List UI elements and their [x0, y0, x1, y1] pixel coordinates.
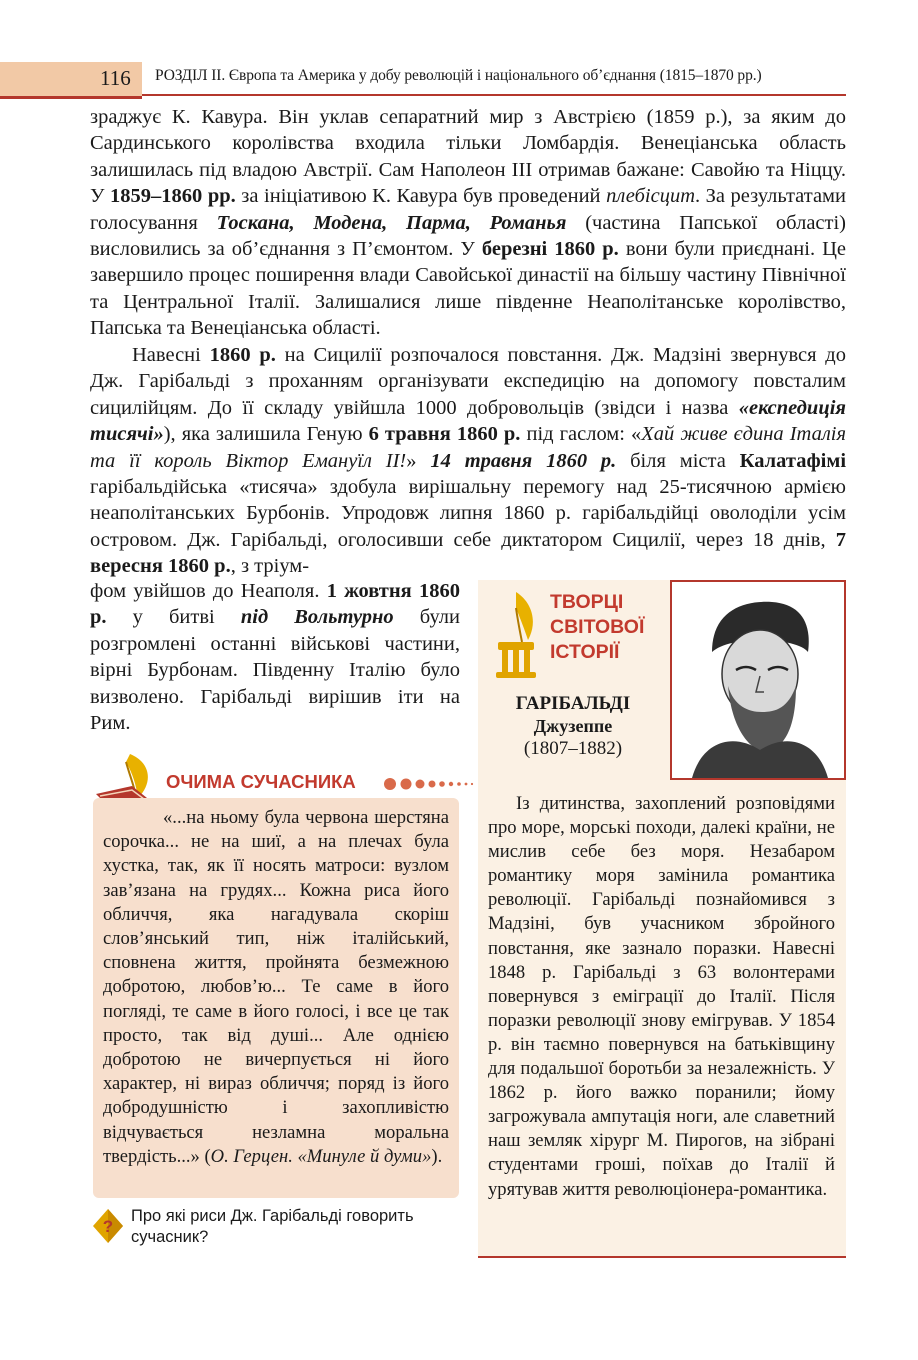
text-run: ). [431, 1145, 443, 1167]
text-run: 1859–1860 рр. [110, 185, 236, 208]
creators-sidebar [478, 580, 846, 1257]
text-run: «експедиція тисячі» [90, 396, 846, 446]
ornament-icon [382, 776, 474, 792]
text-run: під Вольтурно [240, 606, 394, 629]
text-run: Калатафімі [739, 449, 847, 472]
question-text: Про які риси Дж. Гарібальді говорить сучасник? [131, 1207, 414, 1246]
biography-text: Із дитинства, захоплений розповідями про море, морські походи, далекі країни, не мислив себе без моря. Незабаром романтику моря замінила романтика революції. Гарібальді познайомився з Мадзіні, був учасником збройного повстання, яке зазнало поразки. Навесні 1848 р. Гарібальді з 63 волонтерами повернувся з еміграції до Італії. Після поразки революції знову емігрував. У 1854 р. він таємно повернувся на батьківщину для подальшої боротьби за незалежність. У 1862 р. його важко поранили; йому загрожувала ампутація ноги, але славетний наш земляк хірург М. Пирогов, на зібрані студентами гроші, поїхав до Італії й урятував життя революціонера-романтика. [488, 793, 835, 1200]
page-number: 116 [100, 66, 131, 90]
sidebar-bottom-rule [478, 1256, 846, 1258]
contemporary-quote [103, 806, 449, 1169]
quill-icon [488, 588, 544, 680]
text-run: 14 травня 1860 р. [430, 449, 617, 472]
text-run: зраджує К. Кавура. Він уклав сепаратний мир з Австрією (1859 р.), за яким до Сардинського королівства входила тільки Ломбардія. Венеціанська область залишилась під владою Австрії. Сам Наполеон ІІІ отримав бажане: Савойю та Ніццу. У [90, 106, 846, 208]
heading-line: СВІТОВОЇ [550, 616, 645, 638]
question-icon [92, 1208, 124, 1244]
paragraph-3 [90, 578, 460, 736]
person-surname: ГАРІБАЛЬДІ [515, 693, 631, 714]
text-run: під гаслом: « [520, 423, 642, 446]
running-title: РОЗДІЛ ІІ. Європа та Америка у добу революцій і національного об’єднання (1815–1870 рр.) [155, 67, 762, 84]
portrait-image [670, 580, 846, 780]
text-run: на Сицилії розпочалося повстання. Дж. Мадзіні звернувся до Дж. Гарібальді з проханням організувати експедицію на допомогу повсталим сицилійцям. До її складу увійшла 1000 добровольців (звідси і назва [90, 344, 846, 419]
text-run: Навесні [132, 344, 210, 366]
text-run: О. Герцен. «Минуле й думи» [210, 1145, 432, 1167]
contemporary-title: ОЧИМА СУЧАСНИКА [166, 771, 356, 792]
text-run: «...на ньому була червона шерстяна сорочка... не на шиї, а на плечах була хустка, так, як її носять матроси: вузлом зав’язана на грудях... Кожна риса його обличчя, яка нагадувала скоріш слов’янський тип, ніж італійський, сповнена життя, пройнята безмежною добротою, любов’ю... Те саме в його погляді, те саме в його голосі, і все це так просто, так від душі... Але однією добротою не вичерпується ні його характер, ні вираз обличчя; поряд із його добродушністю і захопливістю відчувається незламна моральна твердість...» ( [103, 807, 449, 1167]
text-run: 6 травня 1860 р. [368, 423, 521, 446]
text-run: (частина Папської області) висловились за об’єднання з П’ємонтом. У [90, 211, 846, 261]
text-run: 1 жовтня 1860 р. [90, 580, 460, 629]
text-run: фом увійшов до Неаполя. [90, 580, 327, 602]
text-run: , з тріум- [230, 555, 310, 578]
heading-line: ІСТОРІЇ [550, 641, 620, 663]
text-run: вони були приєднані. Це завершило процес поширення влади Савойської династії на більшу частину Північної та Центральної Італії. Залишалися лише південне Неаполітанське королівство, Папська та Венеціанська області. [90, 238, 846, 340]
text-run: ), яка залишила Геную [163, 423, 369, 446]
text-run: були розгромлені останні військові частини, вірні Бурбонам. Південну Італію було визволено. Гарібальді вирішив іти на Рим. [90, 606, 460, 735]
text-run: гарібальдійська «тисяча» здобула вирішальну перемогу над 25-тисячною армією неаполітанських Бурбонів. Упродовж липня 1860 р. гарібальдійці оволоділи усім островом. Дж. Гарібальді, оголосивши себе диктатором Сицилії, через 18 днів, [90, 476, 846, 551]
heading-line: ТВОРЦІ [550, 591, 624, 613]
section-heading [550, 590, 644, 665]
text-run: 7 вересня 1860 р. [90, 528, 846, 578]
text-run: Тоскана, Модена, Парма, Романья [216, 211, 567, 234]
person-first-name: Джузеппе [533, 716, 613, 736]
text-run: плебісцит [606, 185, 695, 208]
text-run: 1860 р. [209, 344, 276, 366]
text-run: за ініціативою К. Кавура був проведений [235, 185, 607, 208]
person-years: (1807–1882) [523, 738, 623, 759]
paragraph-2 [90, 342, 846, 580]
svg-text:?: ? [102, 1217, 114, 1236]
header-rule [142, 94, 846, 96]
text-run: березні 1860 р. [481, 238, 619, 261]
text-run: » [406, 449, 431, 472]
text-run: Хай живе єдина Італія та її король Віктор Емануїл ІІ! [90, 423, 846, 472]
text-run: у битві [106, 606, 241, 629]
text-run: біля міста [616, 449, 740, 472]
text-run: . За результатами голосування [90, 185, 846, 234]
paragraph-1 [90, 104, 846, 342]
